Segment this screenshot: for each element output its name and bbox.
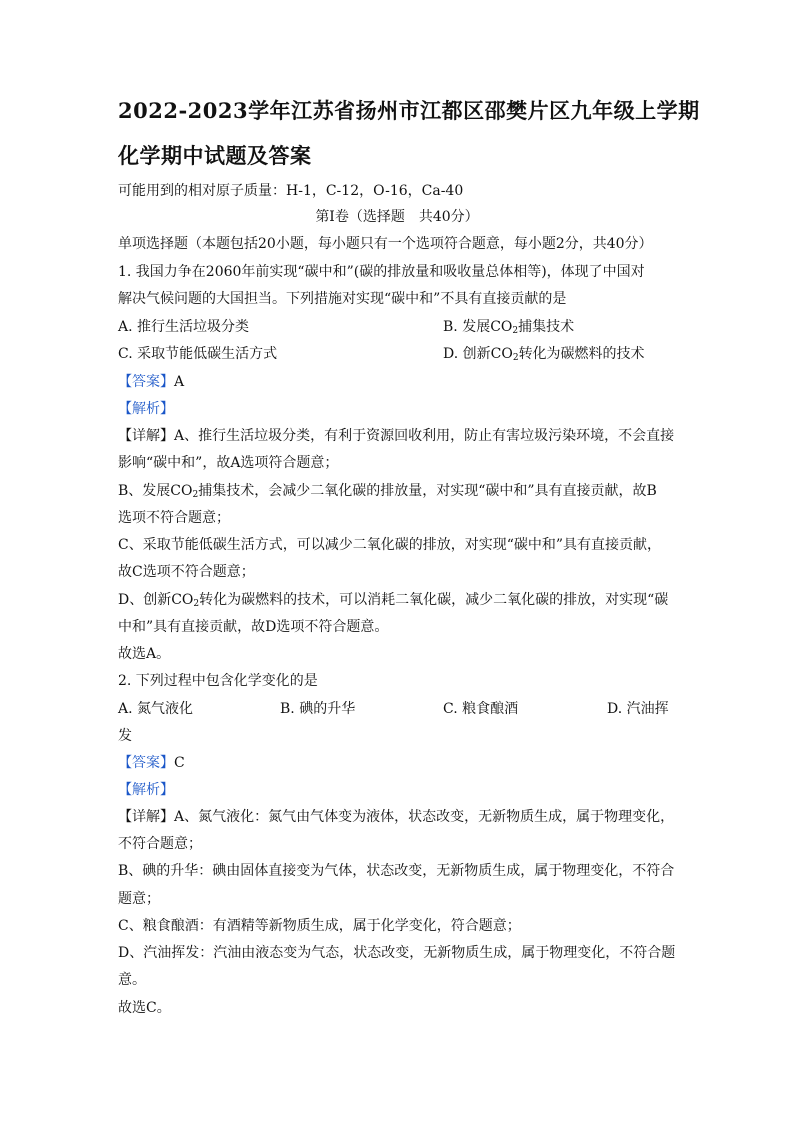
q2-detail-a-line2: 不符合题意； <box>118 836 202 852</box>
q1-detail-c-line2: 故C选项不符合题意； <box>118 564 255 580</box>
q2-conclusion: 故选C。 <box>118 1000 171 1016</box>
q1-analysis-tag: 【解析】 <box>118 401 174 417</box>
q2-stem: 2. 下列过程中包含化学变化的是 <box>118 673 318 689</box>
q2-option-b: B. 碘的升华 <box>280 701 356 717</box>
q2-answer: 【答案】C <box>118 755 185 771</box>
document-title-line1: 2022-2023学年江苏省扬州市江都区邵樊片区九年级上学期 <box>118 98 700 123</box>
q1-detail-a-line1: 【详解】A、推行生活垃圾分类，有利于资源回收利用，防止有害垃圾污染环境，不会直接 <box>118 428 675 444</box>
q1-answer: 【答案】A <box>118 374 185 390</box>
q2-option-d: D. 汽油挥 <box>607 701 669 717</box>
volume-title: 第Ⅰ卷（选择题 共40分） <box>315 209 479 225</box>
q1-detail-d-line2: 中和”具有直接贡献，故D选项不符合题意。 <box>118 619 389 635</box>
q2-option-a: A. 氮气液化 <box>118 701 194 717</box>
answer-tag: 【答案】 <box>118 755 174 771</box>
q2-detail-b-line1: B、碘的升华：碘由固体直接变为气体，状态改变，无新物质生成，属于物理变化，不符合 <box>118 863 675 879</box>
q2-detail-d-line1: D、汽油挥发：汽油由液态变为气态，状态改变，无新物质生成，属于物理变化，不符合题 <box>118 945 676 961</box>
q1-option-a: A. 推行生活垃圾分类 <box>118 319 250 335</box>
q2-detail-c: C、粮食酿酒：有酒精等新物质生成，属于化学变化，符合题意； <box>118 918 521 934</box>
q1-option-b: B. 发展$CO_2$捕集技术 <box>443 319 575 336</box>
q1-detail-d-line1: D、创新$CO_2$转化为碳燃料的技术，可以消耗二氧化碳，减少二氧化碳的排放，对实现“碳 <box>118 592 669 609</box>
q1-detail-b-line1: B、发展$CO_2$捕集技术，会减少二氧化碳的排放量，对实现“碳中和”具有直接贡献，故B <box>118 483 657 500</box>
q1-detail-a-line2: 影响“碳中和”，故A选项符合题意； <box>118 455 339 471</box>
q1-conclusion: 故选A。 <box>118 646 171 662</box>
q1-stem-line1: 1. 我国力争在2060年前实现“碳中和”(碳的排放量和吸收量总体相等)，体现了中国对 <box>118 264 645 280</box>
q1-option-c: C. 采取节能低碳生活方式 <box>118 346 278 362</box>
q2-detail-d-line2: 意。 <box>118 972 146 988</box>
answer-tag: 【答案】 <box>118 374 174 390</box>
document-title-line2: 化学期中试题及答案 <box>118 143 312 168</box>
q2-option-d-wrap: 发 <box>118 728 132 744</box>
q2-option-c: C. 粮食酿酒 <box>443 701 519 717</box>
section-intro: 单项选择题（本题包括20小题，每小题只有一个选项符合题意，每小题2分，共40分） <box>118 236 653 252</box>
q1-option-d: D. 创新$CO_2$转化为碳燃料的技术 <box>443 346 645 363</box>
q2-detail-b-line2: 题意； <box>118 891 160 907</box>
q2-detail-a-line1: 【详解】A、氮气液化：氮气由气体变为液体，状态改变，无新物质生成，属于物理变化， <box>118 809 675 825</box>
q1-stem-line2: 解决气候问题的大国担当。下列措施对实现“碳中和”不具有直接贡献的是 <box>118 291 567 307</box>
q2-analysis-tag: 【解析】 <box>118 782 174 798</box>
q1-detail-c-line1: C、采取节能低碳生活方式，可以减少二氧化碳的排放，对实现“碳中和”具有直接贡献， <box>118 537 662 553</box>
atomic-masses-note: 可能用到的相对原子质量：H-1，C-12，O-16，Ca-40 <box>118 183 464 199</box>
q1-detail-b-line2: 选项不符合题意； <box>118 510 230 526</box>
